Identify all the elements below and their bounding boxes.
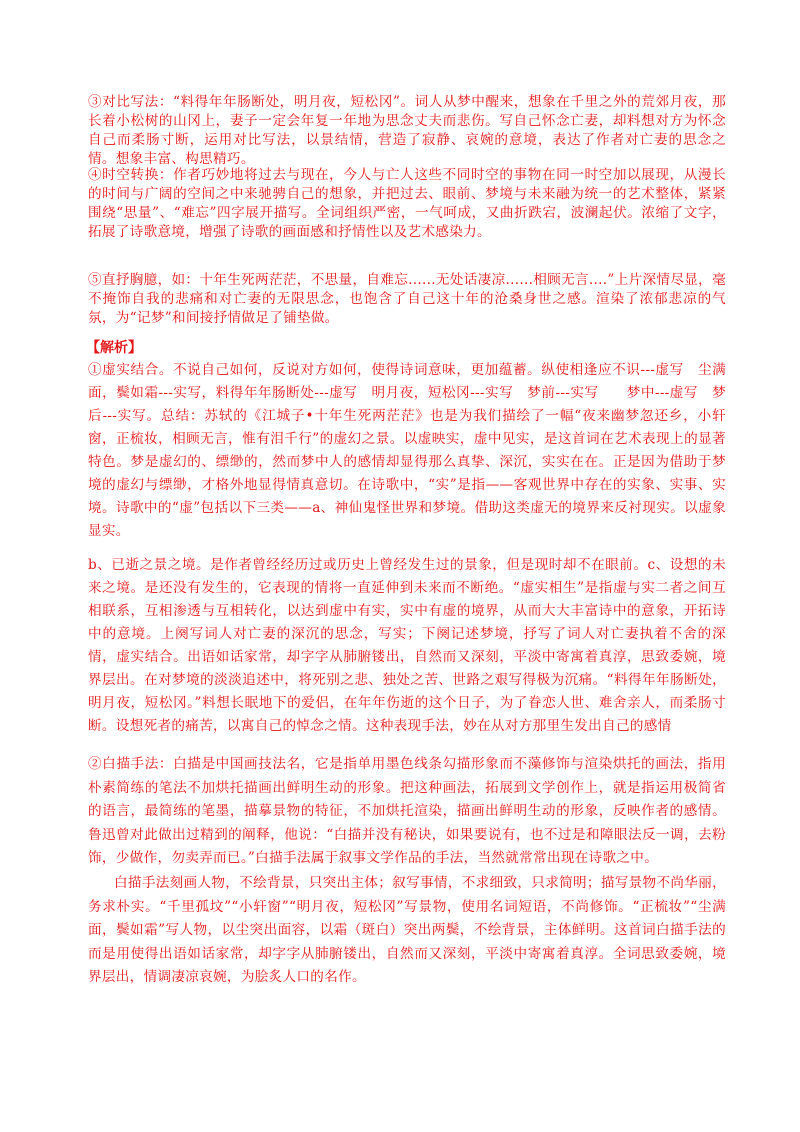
analysis-heading: 【解析】 (86, 340, 142, 356)
analysis-paragraph-past-future: b、已逝之景之境。是作者曾经经历过或历史上曾经发生过的景象，但是现时却不在眼前。c、设想的未来之境。是还没有发生的，它表现的情将一直延伸到未来而不断绝。“虚实相生”是指虚与实二者之间互相联系，互相渗透与互相转化，以达到虚中有实，实中有虚的境界，从而大大丰富诗中的意象，开拓诗中的意境。上阕写词人对亡妻的深沉的思念，写实；下阕记述梦境，抒写了词人对亡妻执着不舍的深情，虚实结合。出语如话家常，却字字从肺腑镂出，自然而又深刻，平淡中寄寓着真淳，思致委婉，境界层出。在对梦境的淡淡追述中，将死别之悲、独处之苦、世路之艰写得极为沉痛。“料得年年肠断处，明月夜，短松冈。”料想长眠地下的爱侣，在年年伤逝的这个日子，为了眷恋人世、难舍亲人，而柔肠寸断。设想死者的痛苦，以寓自己的悼念之情。这种表现手法，妙在从对方那里生发出自己的感情 (88, 557, 726, 734)
analysis-paragraph-line-drawing-detail: 白描手法刻画人物，不绘背景，只突出主体；叙写事情，不求细致，只求简明；描写景物不尚华丽，务求朴实。“千里孤坟”“小轩窗”“明月夜，短松冈”写景物，使用名词短语，不尚修饰。“正梳妆”“尘满面，鬓如霜”写人物，以尘突出面容，以霜（斑白）突出两鬓，不绘背景，主体鲜明。这首词白描手法的而是用使得出语如话家常，却字字从肺腑镂出，自然而又深刻，平淡中寄寓着真淳。全词思致委婉，境界层出，情调凄凉哀婉，为脍炙人口的名作。 (88, 875, 726, 985)
analysis-paragraph-virtual-real: ①虚实结合。不说自己如何，反说对方如何，使得诗词意味，更加蕴蓄。纵使相逢应不识---虚写 尘满面，鬓如霜---实写，料得年年肠断处---虚写 明月夜，短松冈---实写 梦前---实写 梦中---虚写 梦后---实写。总结：苏轼的《江城子•十年生死两茫茫》也是为我们描绘了一幅“夜来幽梦忽还乡，小轩窗，正梳妆，相顾无言，惟有泪千行”的虚幻之景。以虚映实，虚中见实，是这首词在艺术表现上的显著特色。梦是虚幻的、缥缈的，然而梦中人的感情却显得那么真挚、深沉，实实在在。正是因为借助于梦境的虚幻与缥缈，才格外地显得情真意切。在诗歌中，“实”是指——客观世界中存在的实象、实事、实境。诗歌中的“虚”包括以下三类——a、神仙鬼怪世界和梦境。借助这类虚无的境界来反衬现实。以虚象显实。 (88, 362, 726, 539)
analysis-paragraph-line-drawing: ②白描手法：白描是中国画技法名，它是指单用墨色线条勾描形象而不藻修饰与渲染烘托的画法，指用朴素简练的笔法不加烘托描画出鲜明生动的形象。把这种画法，拓展到文学创作上，就是指运用极简省的语言，最简练的笔墨，描摹景物的特征，不加烘托渲染，描画出鲜明生动的形象，反映作者的感情。鲁迅曾对此做出过精到的阐释，他说：“白描并没有秘诀，如果要说有，也不过是和障眼法反一调，去粉饰，少做作，勿卖弄而已。”白描手法属于叙事文学作品的手法，当然就常常出现在诗歌之中。 (88, 756, 726, 866)
paragraph-time-space-shift: ④时空转换：作者巧妙地将过去与现在，今人与亡人这些不同时空的事物在同一时空加以展现，从漫长的时间与广阔的空间之中来驰骋自己的想象，并把过去、眼前、梦境与未来融为统一的艺术整体，紧紧围绕“思量”、“难忘”四字展开描写。全词组织严密，一气呵成，又曲折跌宕，波澜起伏。浓缩了文字，拓展了诗歌意境，增强了诗歌的画面感和抒情性以及艺术感染力。 (88, 167, 726, 240)
paragraph-contrast-technique: ③对比写法：“料得年年肠断处，明月夜，短松冈”。词人从梦中醒来，想象在千里之外的荒郊月夜，那长着小松树的山冈上，妻子一定会年复一年地为思念丈夫而悲伤。写自己怀念亡妻，却料想对方为怀念自己而柔肠寸断，运用对比写法，以景结情，营造了寂静、哀婉的意境，表达了作者对亡妻的思念之情。想象丰富、构思精巧。 (88, 94, 726, 167)
paragraph-direct-expression: ⑤直抒胸臆，如：十年生死两茫茫，不思量，自难忘......无处话凄凉......相顾无言....”上片深情尽显，毫不掩饰自我的悲痛和对亡妻的无限思念，也饱含了自己这十年的沧桑身世之感。渲染了浓郁悲凉的气氛，为“记梦”和间接抒情做足了铺垫做。 (88, 272, 726, 326)
